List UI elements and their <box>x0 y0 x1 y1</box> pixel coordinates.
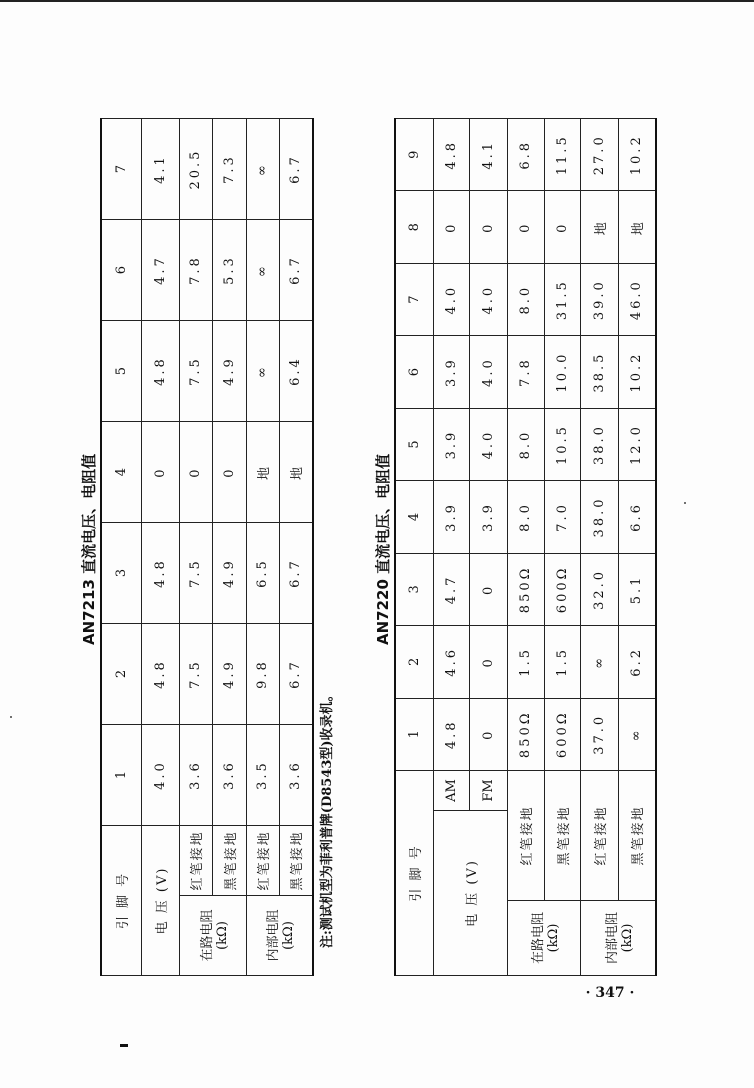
fm-label: FM <box>469 771 507 811</box>
value-cell: 3.6 <box>279 725 313 826</box>
value-cell: 1.5 <box>507 626 544 698</box>
value-cell: 7.5 <box>179 624 212 725</box>
value-cell: 38.0 <box>580 408 618 480</box>
value-cell: 8.0 <box>507 481 544 553</box>
voltage-cell: 4.0 <box>141 725 179 826</box>
value-cell: 0 <box>469 553 507 625</box>
value-cell: ∞ <box>246 119 279 220</box>
in-circuit-title: 在路电阻 <box>530 912 546 965</box>
value-cell: 0 <box>179 422 212 523</box>
pin-cell: 4 <box>101 422 141 523</box>
pin-cell: 1 <box>101 725 141 826</box>
table1-title: AN7213 直流电压、电阻值 <box>80 453 98 645</box>
value-cell: 6.7 <box>279 220 313 321</box>
value-cell: 3.9 <box>433 336 469 408</box>
pin-cell: 7 <box>395 263 433 335</box>
value-cell: 3.9 <box>433 481 469 553</box>
value-cell: 6.6 <box>618 481 656 553</box>
red-ground-label: 红笔接地 <box>246 825 279 895</box>
value-cell: 6.4 <box>279 321 313 422</box>
pin-cell: 4 <box>395 481 433 553</box>
table2-title: AN7220 直流电压、电阻值 <box>374 453 392 645</box>
value-cell: 10.2 <box>618 336 656 408</box>
value-cell: 38.5 <box>580 336 618 408</box>
value-cell: 地 <box>618 191 656 263</box>
scan-speck <box>684 502 686 504</box>
table-an7213 <box>100 118 312 976</box>
value-cell: 4.8 <box>433 119 469 192</box>
value-cell: 46.0 <box>618 263 656 335</box>
value-cell: 9.8 <box>246 624 279 725</box>
top-rule <box>0 0 754 2</box>
voltage-cell: 4.1 <box>141 119 179 220</box>
value-cell: 地 <box>279 422 313 523</box>
voltage-label: 电 压 (V) <box>433 811 507 976</box>
value-cell: 0 <box>544 191 580 263</box>
value-cell: 4.9 <box>212 523 246 624</box>
value-cell: 0 <box>433 191 469 263</box>
internal-unit: (kΩ) <box>281 921 297 950</box>
value-cell: 1.5 <box>544 626 580 698</box>
value-cell: 7.3 <box>212 119 246 220</box>
value-cell: 0 <box>469 626 507 698</box>
value-cell: 8.0 <box>507 263 544 335</box>
value-cell: 7.8 <box>507 336 544 408</box>
value-cell: 27.0 <box>580 119 618 192</box>
scan-speck <box>10 716 12 718</box>
value-cell: 4.7 <box>433 553 469 625</box>
pin-cell: 3 <box>101 523 141 624</box>
am-label: AM <box>433 771 469 811</box>
value-cell: 7.5 <box>179 523 212 624</box>
value-cell: 32.0 <box>580 553 618 625</box>
margin-mark <box>120 1044 128 1047</box>
pin-cell: 8 <box>395 191 433 263</box>
value-cell: 7.5 <box>179 321 212 422</box>
internal-title: 内部电阻 <box>604 912 620 965</box>
in-circuit-label <box>179 896 246 976</box>
value-cell: 7.0 <box>544 481 580 553</box>
value-cell: 4.9 <box>212 321 246 422</box>
value-cell: 8.0 <box>507 408 544 480</box>
black-ground-label: 黑笔接地 <box>544 771 580 901</box>
value-cell: 4.0 <box>469 263 507 335</box>
voltage-cell: 4.7 <box>141 220 179 321</box>
black-ground-label: 黑笔接地 <box>279 825 313 895</box>
value-cell: 11.5 <box>544 119 580 192</box>
value-cell: 地 <box>246 422 279 523</box>
pin-cell: 2 <box>395 626 433 698</box>
value-cell: 6.8 <box>507 119 544 192</box>
voltage-cell: 4.8 <box>141 523 179 624</box>
table-an7220 <box>394 118 656 976</box>
red-ground-label: 红笔接地 <box>580 771 618 901</box>
internal-title: 内部电阻 <box>266 909 282 962</box>
value-cell: 600Ω <box>544 553 580 625</box>
pin-header: 引 脚 号 <box>395 771 433 976</box>
value-cell: 3.6 <box>212 725 246 826</box>
value-cell: 850Ω <box>507 553 544 625</box>
value-cell: 6.7 <box>279 119 313 220</box>
value-cell: 4.1 <box>469 119 507 192</box>
value-cell: 0 <box>212 422 246 523</box>
value-cell: 3.6 <box>179 725 212 826</box>
pin-cell: 7 <box>101 119 141 220</box>
value-cell: 12.0 <box>618 408 656 480</box>
value-cell: ∞ <box>246 321 279 422</box>
voltage-cell: 4.8 <box>141 321 179 422</box>
value-cell: 0 <box>507 191 544 263</box>
red-ground-label: 红笔接地 <box>507 771 544 901</box>
pin-cell: 3 <box>395 553 433 625</box>
value-cell: 850Ω <box>507 698 544 770</box>
value-cell: 0 <box>469 698 507 770</box>
in-circuit-title: 在路电阻 <box>199 909 215 962</box>
value-cell: 5.1 <box>618 553 656 625</box>
value-cell: 4.6 <box>433 626 469 698</box>
value-cell: 4.8 <box>433 698 469 770</box>
red-ground-label: 红笔接地 <box>179 825 212 895</box>
value-cell: 6.7 <box>279 624 313 725</box>
black-ground-label: 黑笔接地 <box>212 825 246 895</box>
value-cell: 0 <box>469 191 507 263</box>
voltage-cell: 4.8 <box>141 624 179 725</box>
value-cell: ∞ <box>618 698 656 770</box>
value-cell: 20.5 <box>179 119 212 220</box>
value-cell: 39.0 <box>580 263 618 335</box>
pin-cell: 9 <box>395 119 433 192</box>
value-cell: 4.0 <box>433 263 469 335</box>
black-ground-label: 黑笔接地 <box>618 771 656 901</box>
value-cell: 6.5 <box>246 523 279 624</box>
value-cell: 37.0 <box>580 698 618 770</box>
pin-cell: 6 <box>395 336 433 408</box>
value-cell: 4.0 <box>469 408 507 480</box>
value-cell: 600Ω <box>544 698 580 770</box>
value-cell: 10.2 <box>618 119 656 192</box>
value-cell: 4.0 <box>469 336 507 408</box>
test-note: 注:测试机型为菲利普牌(D8543型)收录机。 <box>320 688 335 948</box>
pin-cell: 6 <box>101 220 141 321</box>
in-circuit-unit: (kΩ) <box>214 921 230 950</box>
pin-cell: 5 <box>101 321 141 422</box>
value-cell: 5.3 <box>212 220 246 321</box>
pin-header: 引 脚 号 <box>101 825 141 975</box>
page-number: · 347 · <box>585 985 635 1001</box>
voltage-cell: 0 <box>141 422 179 523</box>
value-cell: 6.2 <box>618 626 656 698</box>
voltage-label: 电 压 (V) <box>141 825 179 975</box>
value-cell: 31.5 <box>544 263 580 335</box>
value-cell: 3.5 <box>246 725 279 826</box>
value-cell: 3.9 <box>433 408 469 480</box>
in-circuit-label <box>507 901 580 976</box>
pin-cell: 2 <box>101 624 141 725</box>
value-cell: 3.9 <box>469 481 507 553</box>
value-cell: 10.0 <box>544 336 580 408</box>
internal-unit: (kΩ) <box>619 923 635 953</box>
in-circuit-unit: (kΩ) <box>545 923 561 953</box>
value-cell: 38.0 <box>580 481 618 553</box>
value-cell: 6.7 <box>279 523 313 624</box>
pin-cell: 1 <box>395 698 433 770</box>
internal-label <box>246 896 313 976</box>
pin-cell: 5 <box>395 408 433 480</box>
value-cell: 地 <box>580 191 618 263</box>
internal-label <box>580 901 656 976</box>
value-cell: ∞ <box>580 626 618 698</box>
value-cell: ∞ <box>246 220 279 321</box>
value-cell: 7.8 <box>179 220 212 321</box>
value-cell: 10.5 <box>544 408 580 480</box>
value-cell: 4.9 <box>212 624 246 725</box>
